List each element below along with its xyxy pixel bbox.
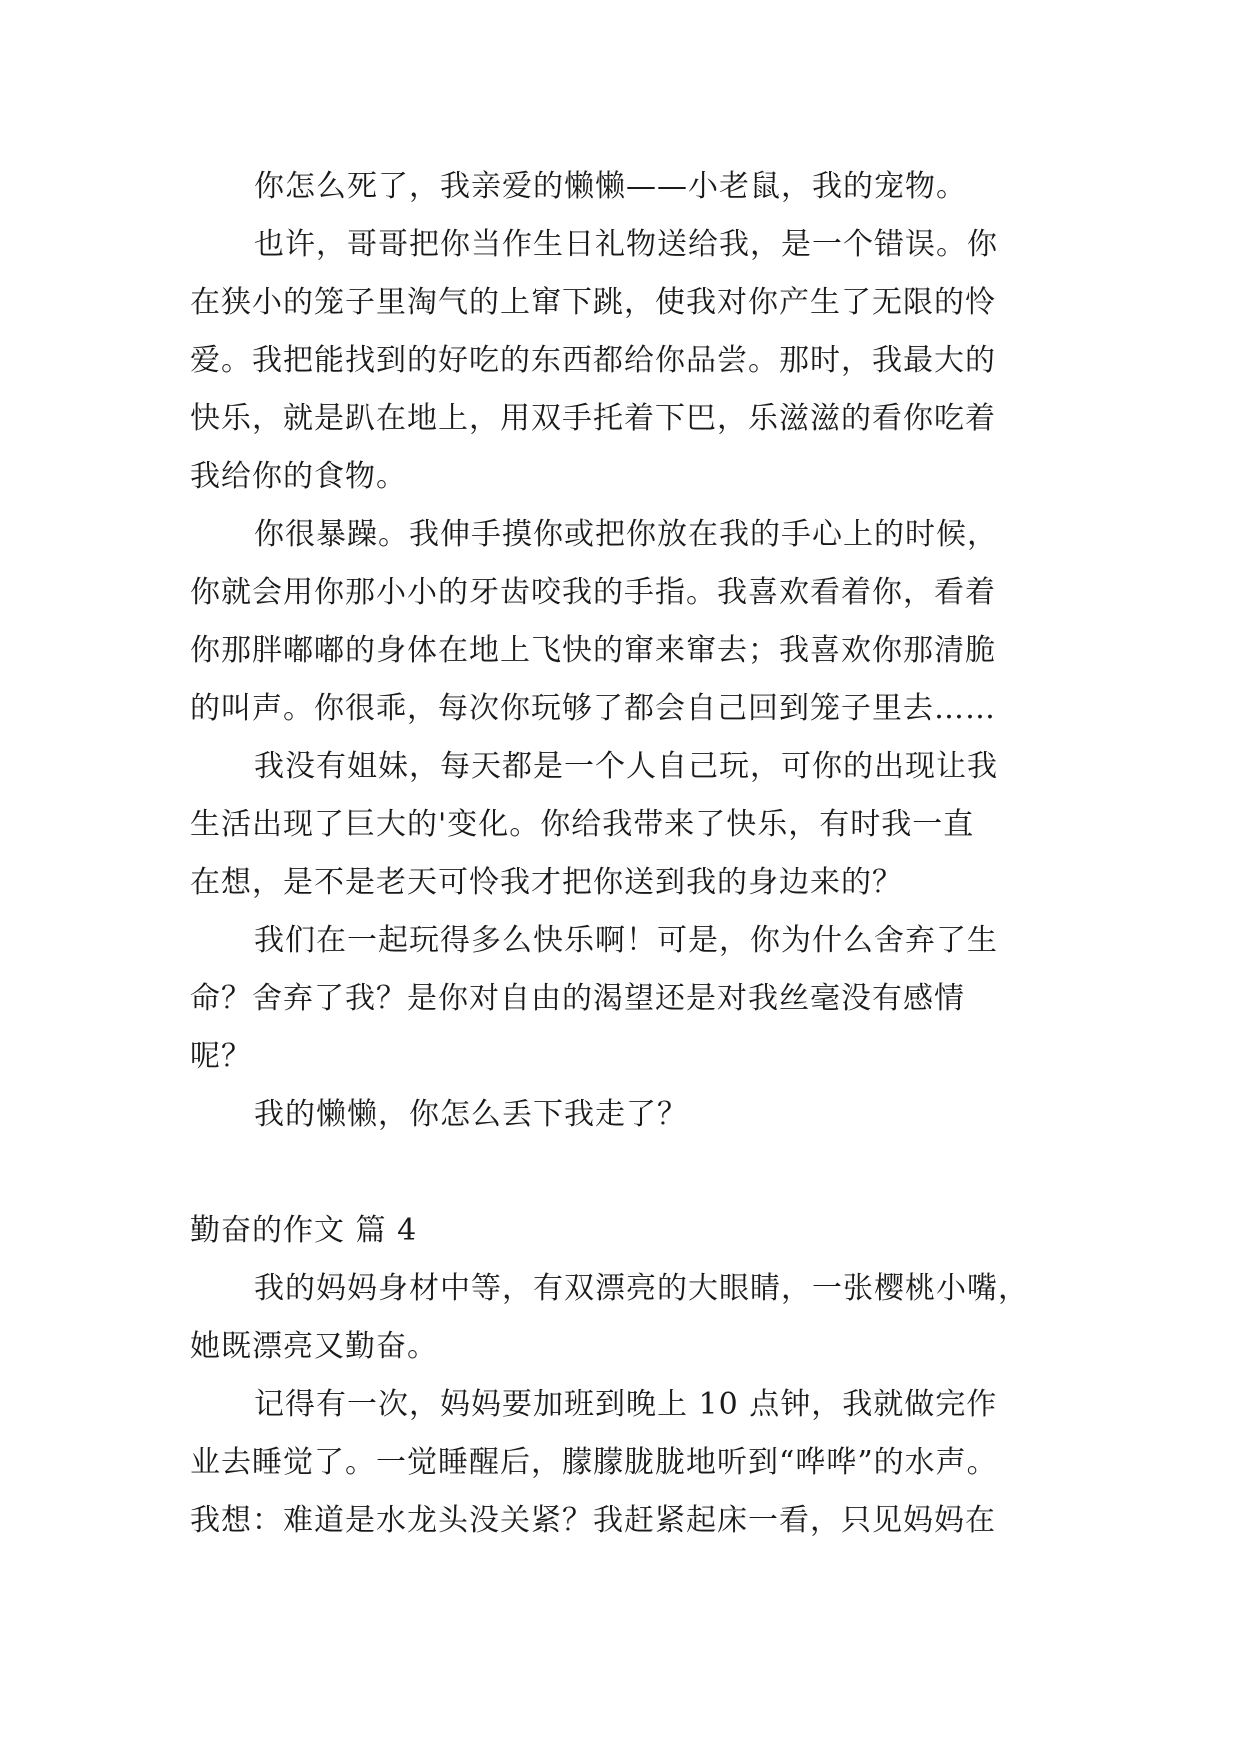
paragraph-line: 在狭小的笼子里淘气的上窜下跳，使我对你产生了无限的怜	[190, 285, 996, 320]
paragraph-line: 她既漂亮又勤奋。	[190, 1329, 438, 1364]
paragraph-line: 爱。我把能找到的好吃的东西都给你品尝。那时，我最大的	[190, 343, 996, 378]
section-heading: 勤奋的作文 篇 4	[190, 1213, 418, 1248]
paragraph-line: 我想：难道是水龙头没关紧？我赶紧起床一看，只见妈妈在	[190, 1503, 996, 1538]
paragraph-line: 在想，是不是老天可怜我才把你送到我的身边来的？	[190, 865, 903, 900]
paragraph-line: 生活出现了巨大的'变化。你给我带来了快乐，有时我一直	[190, 807, 975, 842]
paragraph-line: 你怎么死了，我亲爱的懒懒——小老鼠，我的宠物。	[254, 169, 967, 204]
paragraph-line: 呢？	[190, 1039, 252, 1074]
paragraph-line: 你就会用你那小小的牙齿咬我的手指。我喜欢看着你，看着	[190, 575, 996, 610]
paragraph-line: 你很暴躁。我伸手摸你或把你放在我的手心上的时候，	[254, 517, 998, 552]
paragraph-line: 我的妈妈身材中等，有双漂亮的大眼睛，一张樱桃小嘴，	[254, 1271, 1029, 1306]
paragraph-line: 命？舍弃了我？是你对自由的渴望还是对我丝毫没有感情	[190, 981, 965, 1016]
paragraph-line: 我们在一起玩得多么快乐啊！可是，你为什么舍弃了生	[254, 923, 998, 958]
paragraph-line: 的叫声。你很乖，每次你玩够了都会自己回到笼子里去……	[190, 691, 996, 726]
paragraph-line: 我没有姐妹，每天都是一个人自己玩，可你的出现让我	[254, 749, 998, 784]
paragraph-line: 也许，哥哥把你当作生日礼物送给我，是一个错误。你	[254, 227, 998, 262]
paragraph-line: 记得有一次，妈妈要加班到晚上 10 点钟，我就做完作	[254, 1387, 998, 1422]
paragraph-line: 快乐，就是趴在地上，用双手托着下巴，乐滋滋的看你吃着	[190, 401, 996, 436]
paragraph-line: 业去睡觉了。一觉睡醒后，朦朦胧胧地听到“哗哗”的水声。	[190, 1445, 998, 1480]
paragraph-line: 我给你的食物。	[190, 459, 407, 494]
paragraph-line: 你那胖嘟嘟的身体在地上飞快的窜来窜去；我喜欢你那清脆	[190, 633, 996, 668]
paragraph-line: 我的懒懒，你怎么丢下我走了？	[254, 1097, 688, 1132]
